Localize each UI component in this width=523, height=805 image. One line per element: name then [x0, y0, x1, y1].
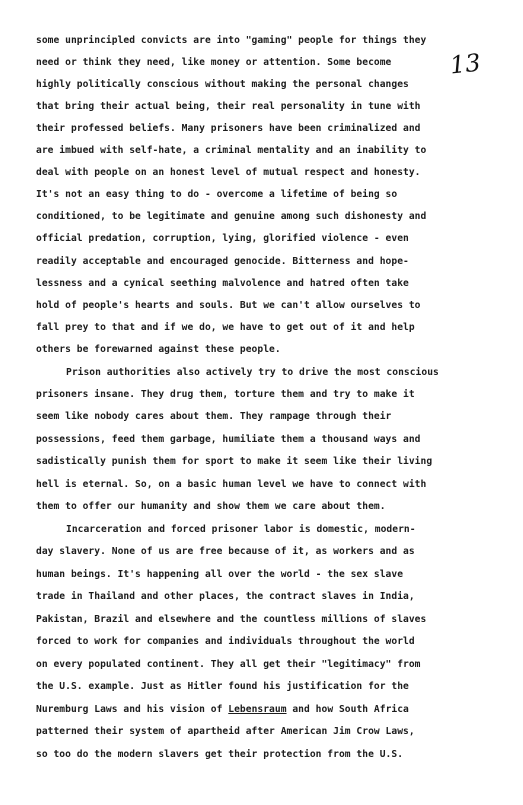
text-segment: and how South Africa [286, 704, 409, 715]
text-line-29: on every populated continent. They all get their "legitimacy" from [36, 659, 421, 670]
text-line-21: hell is eternal. So, on a basic human level we have to connect with [36, 479, 427, 490]
text-line-25: human beings. It's happening all over the world - the sex slave [36, 569, 404, 580]
text-line-13: hold of people's hearts and souls. But we can't allow ourselves to [36, 300, 421, 311]
text-line-18: seem like nobody cares about them. They rampage through their [36, 411, 392, 422]
underlined-term: Lebensraum [228, 704, 287, 715]
text-line-24: day slavery. None of us are free because of it, as workers and as [36, 546, 415, 557]
text-line-10: official predation, corruption, lying, glorified violence - even [36, 233, 409, 244]
text-line-23: Incarceration and forced prisoner labor is domestic, modern- [66, 524, 416, 535]
text-line-26: trade in Thailand and other places, the contract slaves in India, [36, 591, 415, 602]
text-line-27: Pakistan, Brazil and elsewhere and the countless millions of slaves [36, 614, 427, 625]
text-line-15: others be forewarned against these people. [36, 344, 281, 355]
text-line-2: need or think they need, like money or attention. Some become [36, 57, 392, 68]
text-line-20: sadistically punish them for sport to make it seem like their living [36, 456, 433, 467]
text-line-12: lessness and a cynical seething malvolence and hatred often take [36, 278, 409, 289]
handwritten-page-number: 13 [448, 48, 482, 80]
text-line-33: so too do the modern slavers get their protection from the U.S. [36, 749, 404, 760]
text-line-3: highly politically conscious without making the personal changes [36, 79, 409, 90]
text-line-11: readily acceptable and encouraged genocide. Bitterness and hope- [36, 256, 409, 267]
text-line-16: Prison authorities also actively try to drive the most conscious [66, 367, 439, 378]
text-line-7: deal with people on an honest level of mutual respect and honesty. [36, 167, 421, 178]
text-line-8: It's not an easy thing to do - overcome a lifetime of being so [36, 189, 398, 200]
text-line-30: the U.S. example. Just as Hitler found his justification for the [36, 681, 409, 692]
text-line-1: some unprincipled convicts are into "gaming" people for things they [36, 35, 427, 46]
text-line-32: patterned their system of apartheid after American Jim Crow Laws, [36, 726, 415, 737]
text-line-14: fall prey to that and if we do, we have to get out of it and help [36, 322, 415, 333]
text-line-19: possessions, feed them garbage, humiliate them a thousand ways and [36, 434, 421, 445]
text-line-4: that bring their actual being, their real personality in tune with [36, 101, 421, 112]
text-line-6: are imbued with self-hate, a criminal mentality and an inability to [36, 145, 427, 156]
text-line-5: their professed beliefs. Many prisoners have been criminalized and [36, 123, 421, 134]
text-segment: Nuremburg Laws and his vision of [36, 704, 229, 715]
text-line-9: conditioned, to be legitimate and genuine among such dishonesty and [36, 211, 427, 222]
text-line-17: prisoners insane. They drug them, torture them and try to make it [36, 389, 415, 400]
text-line-22: them to offer our humanity and show them we care about them. [36, 501, 386, 512]
text-line-31 [36, 704, 409, 716]
text-line-28: forced to work for companies and individuals throughout the world [36, 636, 415, 647]
